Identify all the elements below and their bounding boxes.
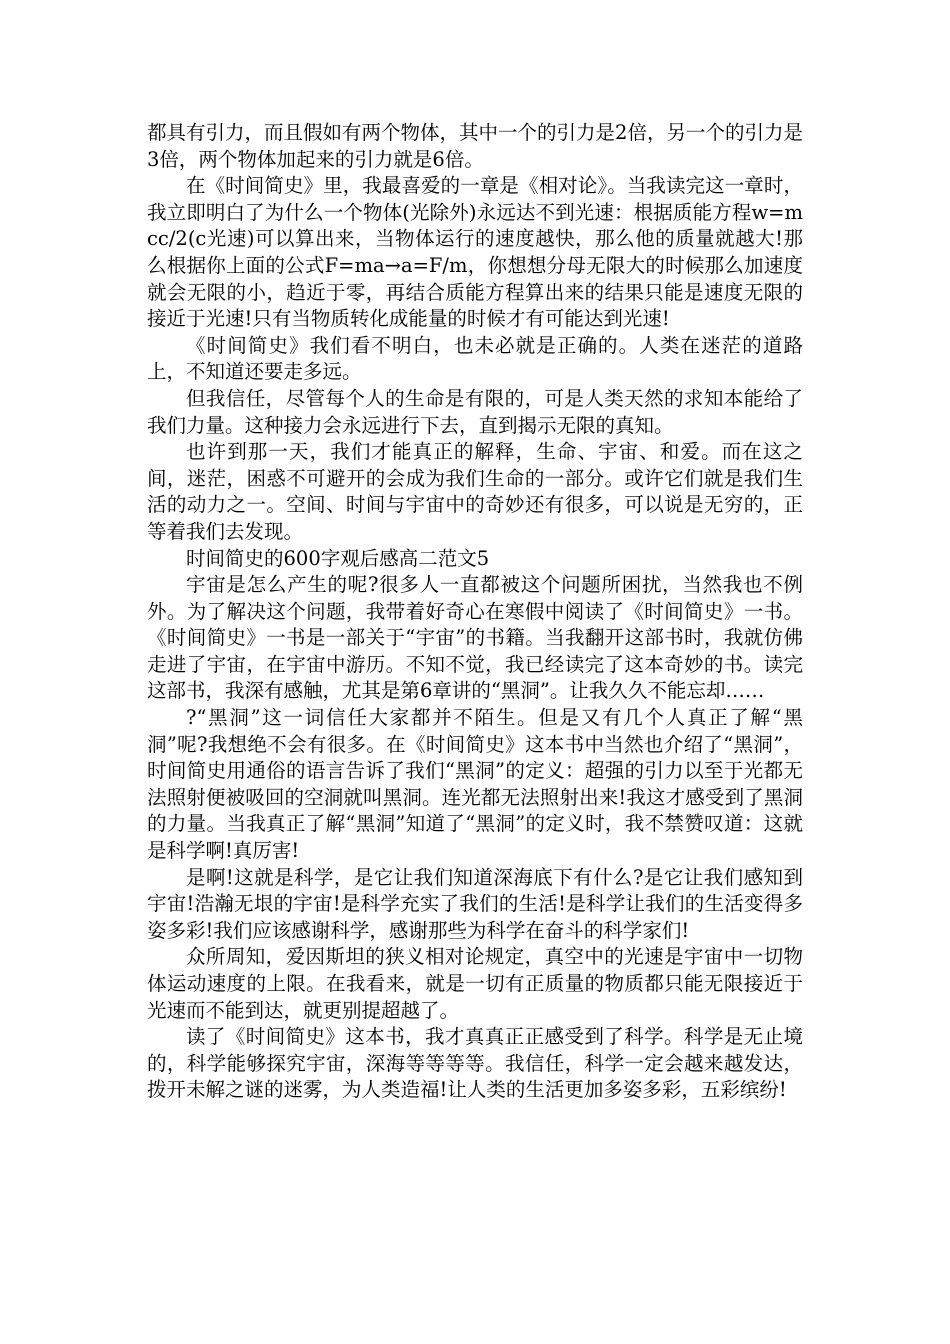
paragraph-8: 是啊!这就是科学，是它让我们知道深海底下有什么?是它让我们感知到宇宙!浩瀚无垠的宇宙!是科学充实了我们的生活!是科学让我们的生活变得多姿多彩!我们应该感谢科学，感谢那些为科学在奋斗的科学家们! — [147, 865, 803, 942]
document-page — [147, 120, 803, 1104]
paragraph-1: 都具有引力，而且假如有两个物体，其中一个的引力是2倍，另一个的引力是3倍，两个物体加起来的引力就是6倍。 — [147, 121, 803, 171]
section-heading: 时间简史的600字观后感高二范文5 — [186, 546, 490, 570]
paragraph-7: ?“黑洞”这一词信任大家都并不陌生。但是又有几个人真正了解“黑洞”呢?我想绝不会有很多。在《时间简史》这本书中当然也介绍了“黑洞”，时间简史用通俗的语言告诉了我们“黑洞”的定义：超强的引力以至于光都无法照射便被吸回的空洞就叫黑洞。连光都无法照射出来!我这才感受到了黑洞的力量。当我真正了解“黑洞”知道了“黑洞”的定义时，我不禁赞叹道：这就是科学啊!真厉害! — [147, 706, 803, 863]
paragraph-3: 《时间简史》我们看不明白，也未必就是正确的。人类在迷茫的道路上，不知道还要走多远。 — [147, 333, 803, 384]
paragraph-10: 读了《时间简史》这本书，我才真真正正感受到了科学。科学是无止境的，科学能够探究宇宙，深海等等等等。我信任，科学一定会越来越发达，拨开未解之谜的迷雾，为人类造福!让人类的生活更加多姿多彩，五彩缤纷! — [147, 1025, 803, 1102]
paragraph-9: 众所周知，爱因斯坦的狭义相对论规定，真空中的光速是宇宙中一切物体运动速度的上限。在我看来，就是一切有正质量的物质都只能无限接近于光速而不能到达，就更别提超越了。 — [147, 945, 803, 1022]
paragraph-5: 也许到那一天，我们才能真正的解释，生命、宇宙、和爱。而在这之间，迷茫，困惑不可避开的会成为我们生命的一部分。或许它们就是我们生活的动力之一。空间、时间与宇宙中的奇妙还有很多，可以说是无穷的，正等着我们去发现。 — [147, 440, 803, 543]
paragraph-6: 宇宙是怎么产生的呢?很多人一直都被这个问题所困扰，当然我也不例外。为了解决这个问题，我带着好奇心在寒假中阅读了《时间简史》一书。《时间简史》一书是一部关于“宇宙”的书籍。当我翻开这部书时，我就仿佛走进了宇宙，在宇宙中游历。不知不觉，我已经读完了这本奇妙的书。读完这部书，我深有感触，尤其是第6章讲的“黑洞”。让我久久不能忘却…… — [147, 573, 803, 703]
paragraph-2: 在《时间简史》里，我最喜爱的一章是《相对论》。当我读完这一章时，我立即明白了为什么一个物体(光除外)永远达不到光速：根据质能方程w=mcc/2(c光速)可以算出来，当物体运行的速度越快，那么他的质量就越大!那么根据你上面的公式F=ma→a=F/m，你想想分母无限大的时候那么加速度就会无限的小，趋近于零，再结合质能方程算出来的结果只能是速度无限的接近于光速!只有当物质转化成能量的时候才有可能达到光速! — [147, 174, 803, 331]
paragraph-4: 但我信任，尽管每个人的生命是有限的，可是人类天然的求知本能给了我们力量。这种接力会永远进行下去，直到揭示无限的真知。 — [147, 386, 803, 437]
